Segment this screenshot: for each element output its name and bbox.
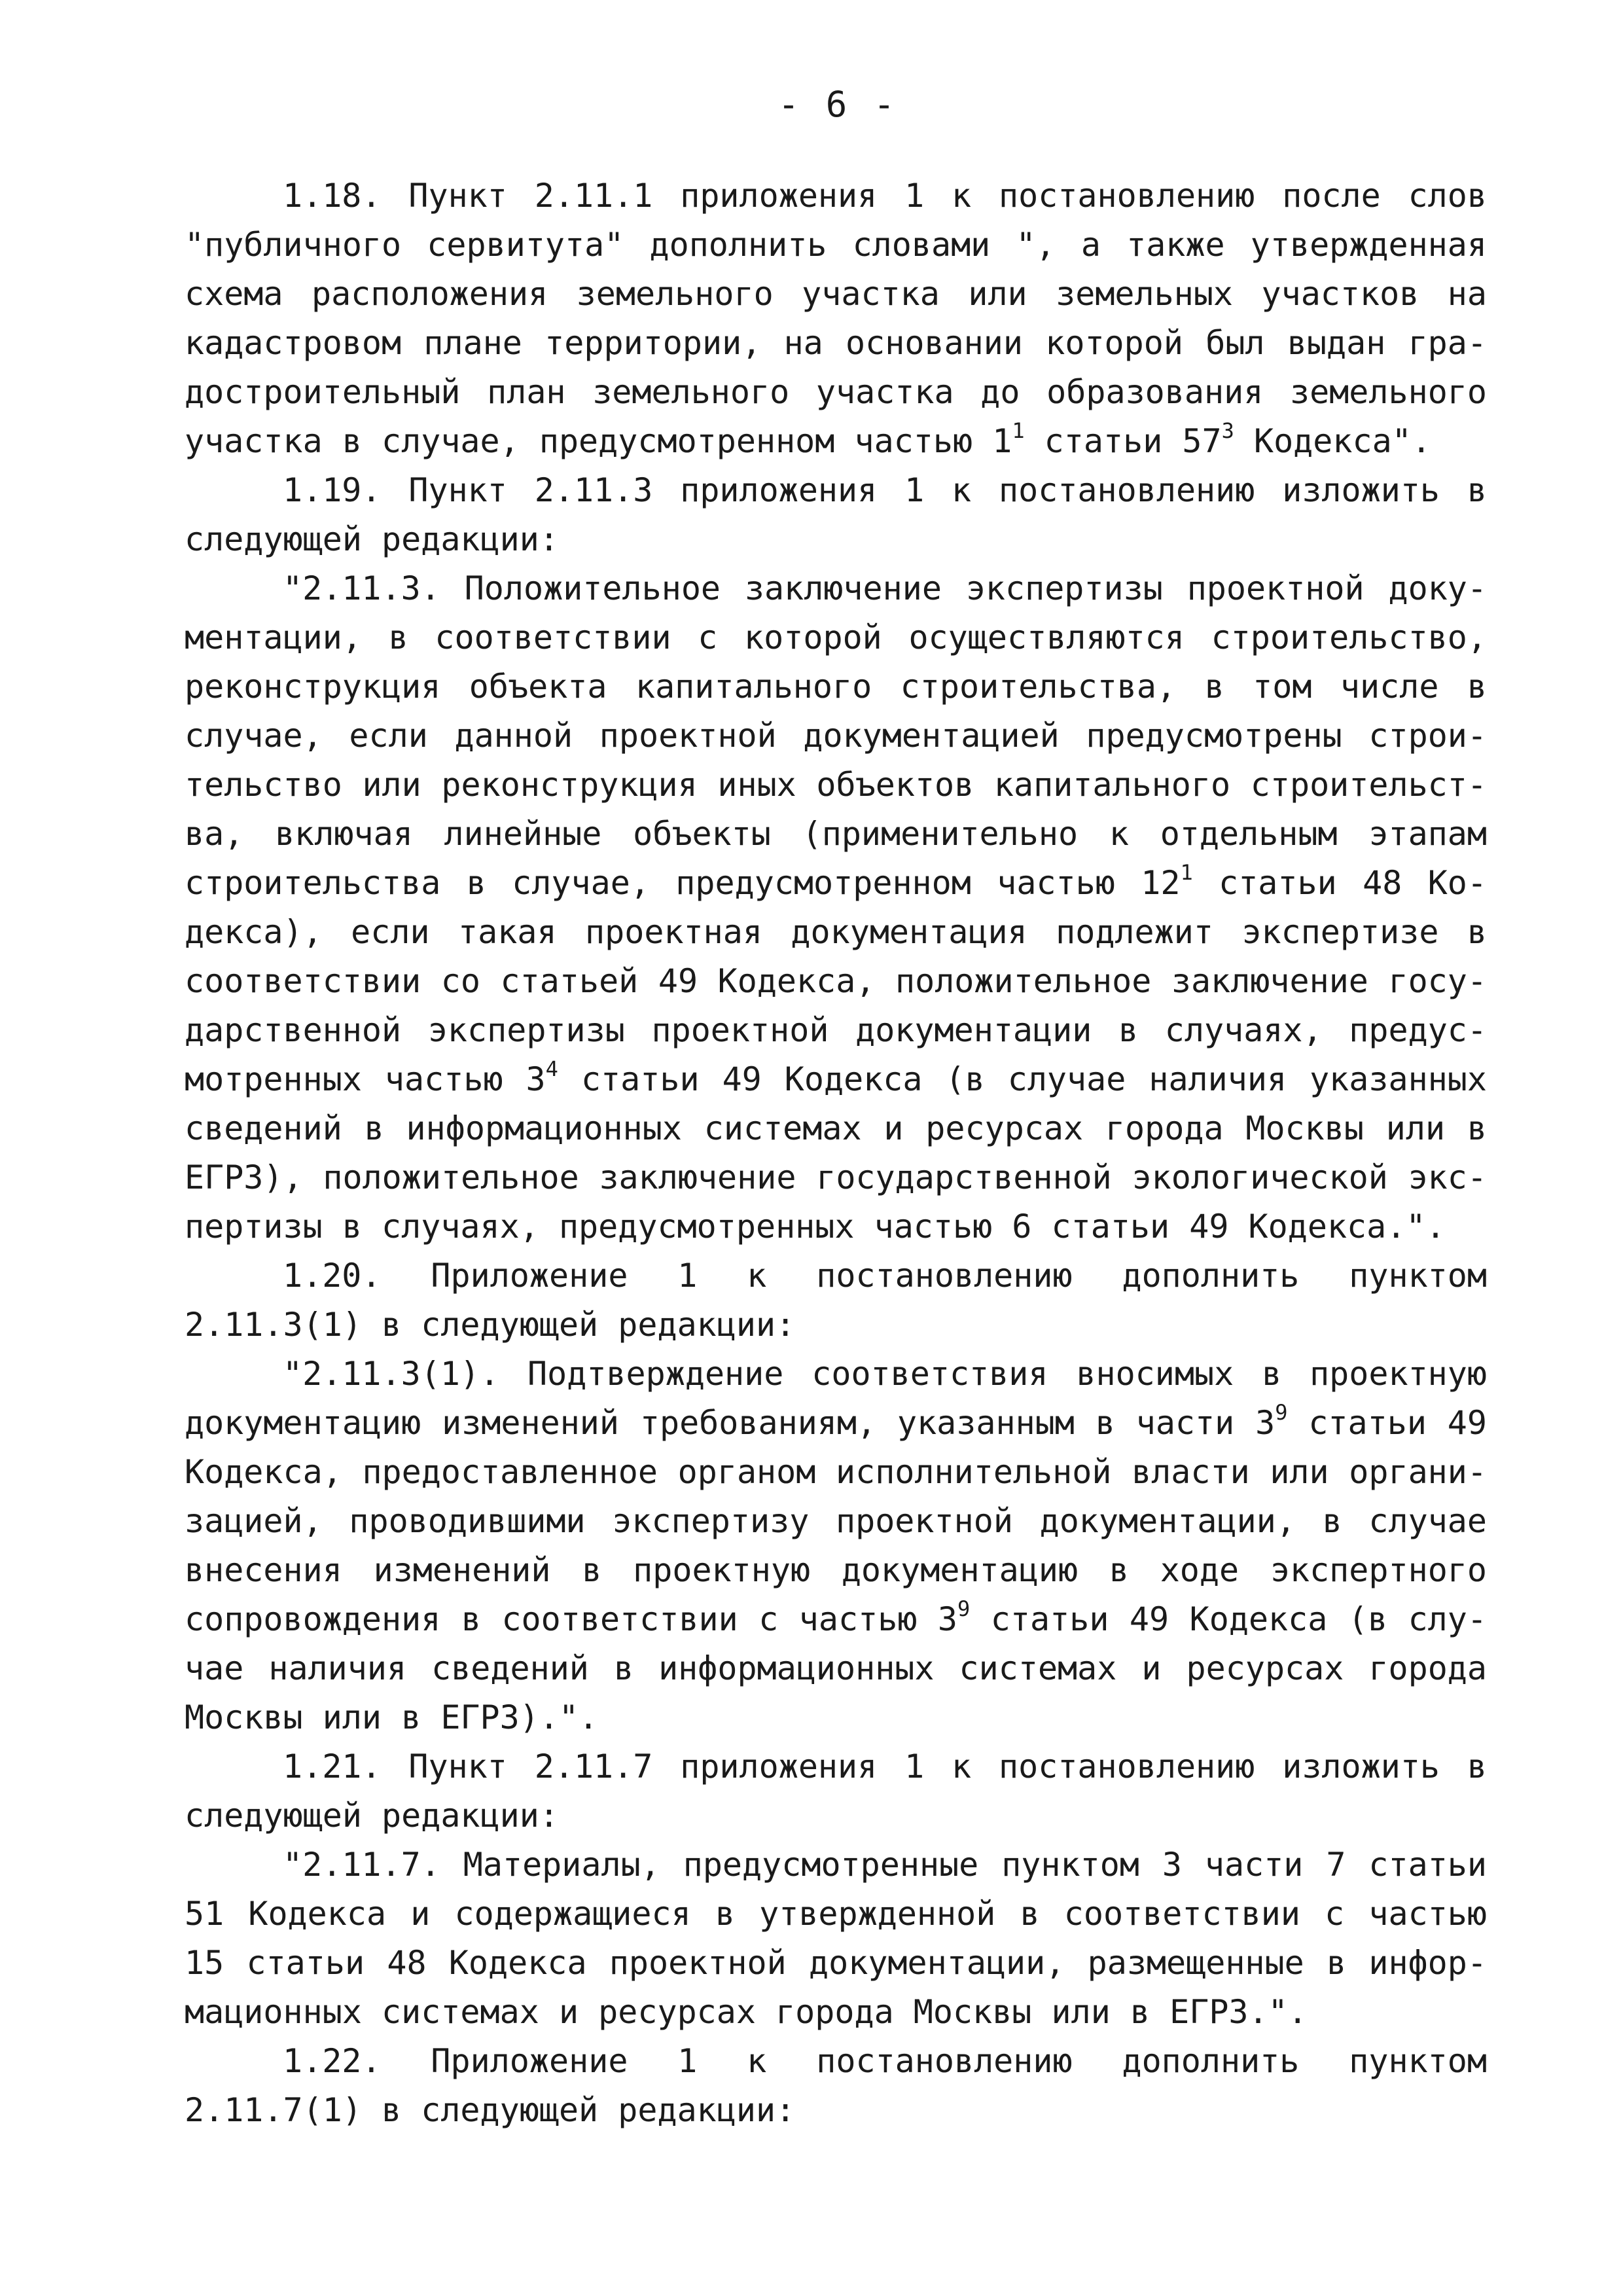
text-line: 51 Кодекса и содержащиеся в утвержденной в соответствии с частью [185, 1895, 1487, 1933]
text-line: следующей редакции: [185, 520, 559, 558]
text-line: документацию изменений требованиям, указанным в части $3^9$ статьи 49 [185, 1400, 1487, 1442]
text-line: сведений в информационных системах и ресурсах города Москвы или в [185, 1109, 1487, 1147]
text-line: строительства в случае, предусмотренном частью $12^1$ статьи 48 Ко- [185, 860, 1487, 902]
text-line: мотренных частью $3^4$ статьи 49 Кодекса (в случае наличия указанных [185, 1056, 1487, 1098]
text-line: 1.19. Пункт 2.11.3 приложения 1 к постановлению изложить в [283, 471, 1487, 509]
document-body [185, 171, 1487, 2135]
text-line: чае наличия сведений в информационных системах и ресурсах города [185, 1649, 1487, 1687]
text-line: 1.22. Приложение 1 к постановлению дополнить пунктом [283, 2042, 1487, 2080]
text-line: тельство или реконструкция иных объектов капитального строительст- [185, 766, 1487, 804]
text-line: дарственной экспертизы проектной документации в случаях, предус- [185, 1011, 1487, 1049]
text-line: участка в случае, предусмотренном частью $1^1$ статьи $57^3$ Кодекса". [185, 418, 1431, 460]
text-line: сопровождения в соответствии с частью $3^9$ статьи 49 Кодекса (в слу- [185, 1596, 1487, 1638]
text-line: "2.11.3(1). Подтверждение соответствия вносимых в проектную [283, 1355, 1487, 1393]
paragraph-p1-21 [185, 1742, 1487, 1840]
text-line: ментации, в соответствии с которой осуществляются строительство, [185, 619, 1487, 656]
text-line: 2.11.3(1) в следующей редакции: [185, 1306, 796, 1344]
text-line: случае, если данной проектной документацией предусмотрены строи- [185, 717, 1487, 755]
text-line: "2.11.7. Материалы, предусмотренные пунктом 3 части 7 статьи [283, 1846, 1487, 1884]
text-line: 1.21. Пункт 2.11.7 приложения 1 к постановлению изложить в [283, 1748, 1487, 1785]
text-line: 2.11.7(1) в следующей редакции: [185, 2091, 796, 2129]
paragraph-q2-11-3 [185, 564, 1487, 1251]
text-line: "публичного сервитута" дополнить словами ", а также утвержденная [185, 226, 1487, 264]
page-number: - 6 - [777, 84, 898, 125]
paragraph-p1-22 [185, 2037, 1487, 2135]
text-line: соответствии со статьей 49 Кодекса, положительное заключение госу- [185, 962, 1487, 1000]
text-line: Кодекса, предоставленное органом исполнительной власти или органи- [185, 1453, 1487, 1491]
paragraph-p1-20 [185, 1251, 1487, 1350]
text-line: ЕГРЗ), положительное заключение государственной экологической экс- [185, 1158, 1487, 1196]
text-line: 1.20. Приложение 1 к постановлению дополнить пунктом [283, 1257, 1487, 1295]
text-line: реконструкция объекта капитального строительства, в том числе в [185, 668, 1487, 706]
text-line: схема расположения земельного участка или земельных участков на [185, 275, 1487, 313]
text-line: "2.11.3. Положительное заключение экспертизы проектной доку- [283, 569, 1487, 607]
paragraph-q2-11-7 [185, 1840, 1487, 2037]
paragraph-q2-11-3-1 [185, 1350, 1487, 1742]
text-line: следующей редакции: [185, 1797, 559, 1835]
text-line: мационных системах и ресурсах города Москвы или в ЕГРЗ.". [185, 1993, 1308, 2031]
text-line: пертизы в случаях, предусмотренных частью 6 статьи 49 Кодекса.". [185, 1208, 1446, 1246]
text-line: внесения изменений в проектную документацию в ходе экспертного [185, 1551, 1487, 1589]
text-line: кадастровом плане территории, на основании которой был выдан гра- [185, 324, 1487, 362]
text-line: ва, включая линейные объекты (применительно к отдельным этапам [185, 815, 1487, 853]
text-line: зацией, проводившими экспертизу проектной документации, в случае [185, 1502, 1487, 1540]
text-line: достроительный план земельного участка до образования земельного [185, 373, 1487, 411]
text-line: декса), если такая проектная документация подлежит экспертизе в [185, 913, 1487, 951]
text-line: 15 статьи 48 Кодекса проектной документации, размещенные в инфор- [185, 1944, 1487, 1982]
paragraph-p1-18 [185, 171, 1487, 466]
text-line: 1.18. Пункт 2.11.1 приложения 1 к постановлению после слов [283, 177, 1487, 215]
paragraph-p1-19 [185, 466, 1487, 564]
text-line: Москвы или в ЕГРЗ).". [185, 1698, 599, 1736]
